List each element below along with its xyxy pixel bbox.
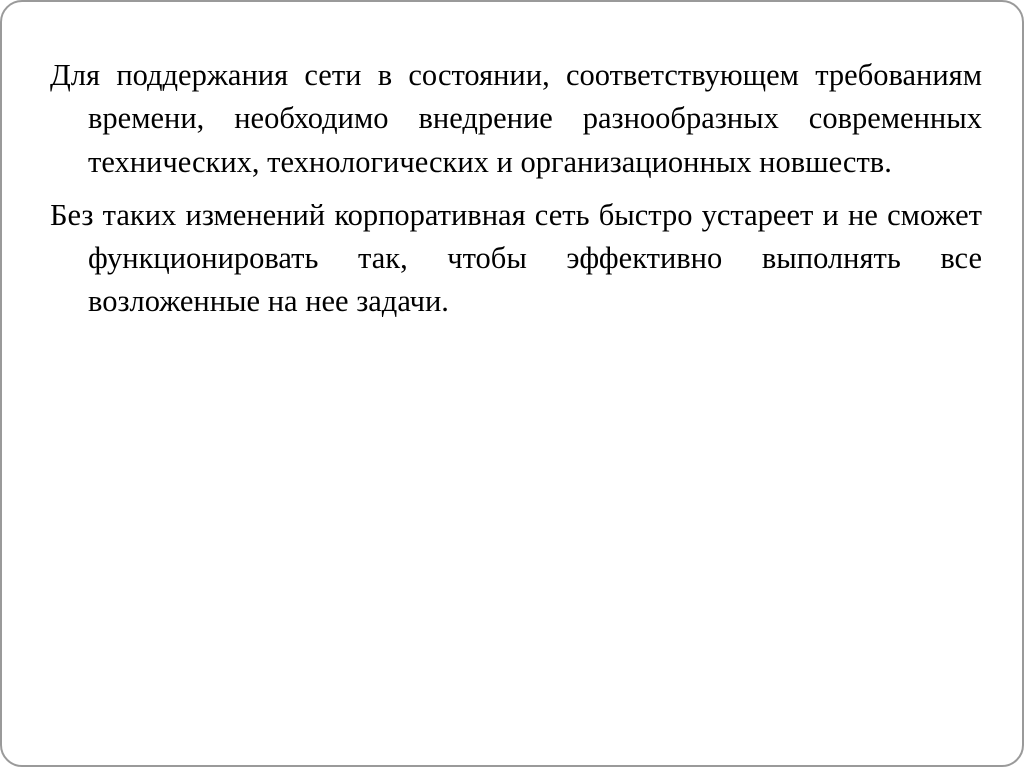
body-paragraph: Без таких изменений корпоративная сеть быстро устареет и не сможет функционировать так, чтобы эффективно выполнять все возложенные на нее задачи.: [50, 197, 982, 319]
body-paragraph: Для поддержания сети в состоянии, соответствующем требованиям времени, необходимо внедрение разнообразных современных технических, технологических и организационных новшеств.: [50, 58, 982, 179]
slide-body: [50, 54, 982, 324]
